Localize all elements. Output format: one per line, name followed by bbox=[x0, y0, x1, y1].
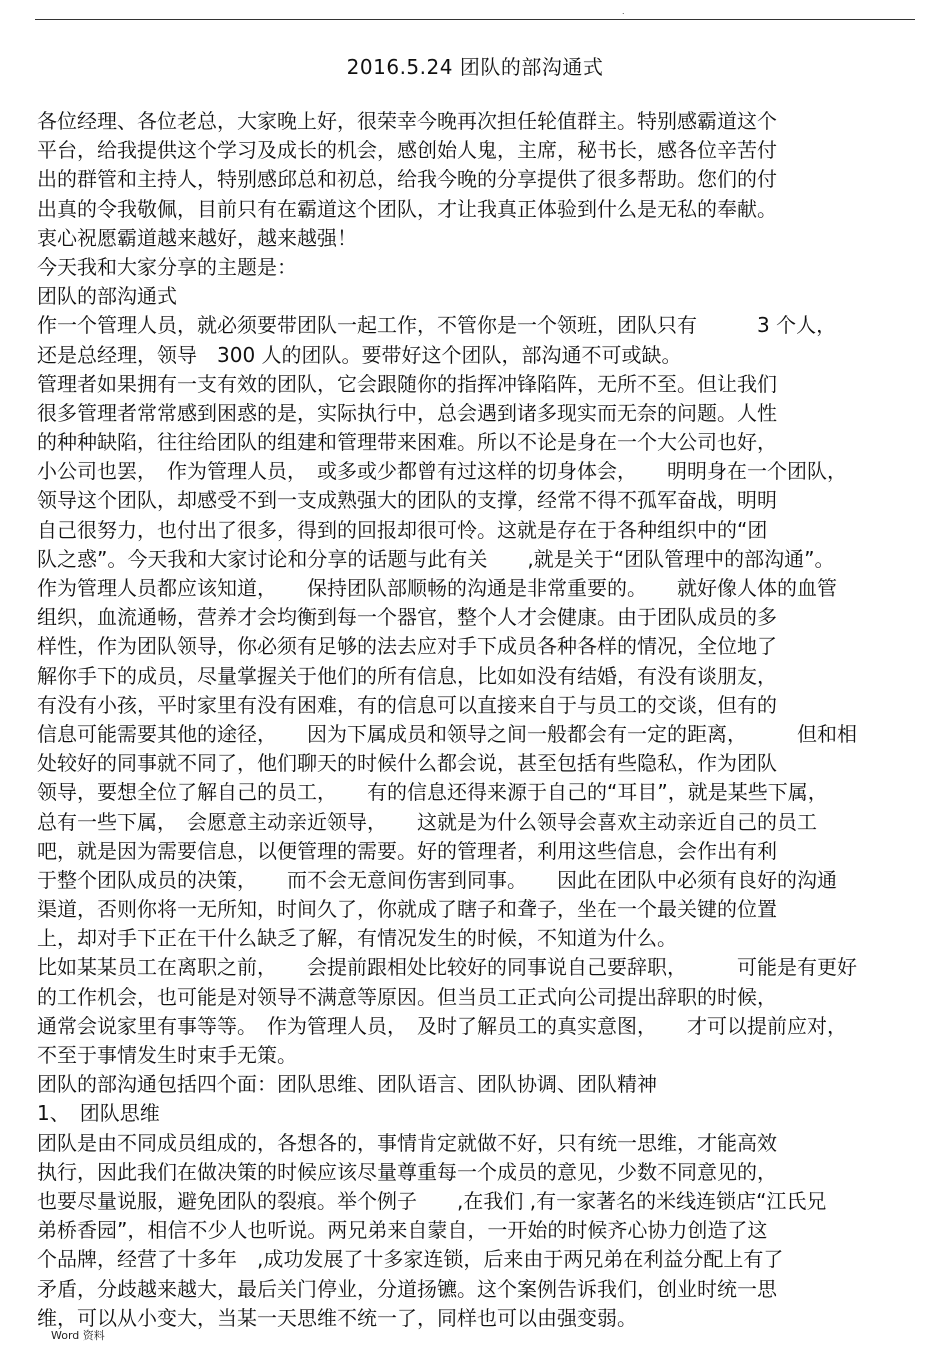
header-dot: . bbox=[622, 6, 625, 16]
body-line: 领导，要想全位了解自己的员工， 有的信息还得来源于自己的“耳目”，就是某些下属， bbox=[37, 780, 828, 805]
body-line: 的种种缺陷，往往给团队的组建和管理带来困难。所以不论是身在一个大公司也好， bbox=[37, 430, 777, 455]
header-rule bbox=[35, 19, 915, 20]
body-line: 执行，因此我们在做决策的时候应该尽量尊重每一个成员的意见，少数不同意见的， bbox=[37, 1159, 777, 1184]
body-line: 作一个管理人员，就必须要带团队一起工作，不管你是一个领班，团队只有 3 个人， bbox=[37, 313, 837, 338]
body-line: 不至于事情发生时束手无策。 bbox=[37, 1043, 297, 1067]
body-line: 组织，血流通畅，营养才会均衡到每一个器官，整个人才会健康。由于团队成员的多 bbox=[37, 605, 777, 630]
body-line: 管理者如果拥有一支有效的团队，它会跟随你的指挥冲锋陷阵，无所不至。但让我们 bbox=[37, 371, 777, 396]
body-line: 也要尽量说服，避免团队的裂痕。举个例子 ,在我们 ,有一家著名的米线连锁店“江氏兄 bbox=[37, 1188, 827, 1213]
section-heading: 1、 团队思维 bbox=[37, 1101, 160, 1126]
body-line: 出的群管和主持人，特别感邱总和初总，给我今晚的分享提供了很多帮助。您们的付 bbox=[37, 167, 777, 192]
document-body bbox=[37, 107, 915, 1333]
body-line: 队之惑”。今天我和大家讨论和分享的话题与此有关 ,就是关于“团队管理中的部沟通”。 bbox=[37, 546, 835, 571]
body-line: 解你手下的成员，尽量掌握关于他们的所有信息，比如如没有结婚，有没有谈朋友， bbox=[37, 663, 777, 688]
body-line: 有没有小孩，平时家里有没有困难，有的信息可以直接来自于与员工的交谈，但有的 bbox=[37, 692, 777, 717]
body-line: 今天我和大家分享的主题是： bbox=[37, 254, 297, 279]
body-line: 自己很努力，也付出了很多，得到的回报却很可怜。这就是存在于各种组织中的“团 bbox=[37, 517, 768, 542]
body-line: 弟桥香园”，相信不少人也听说。两兄弟来自蒙自，一开始的时候齐心协力创造了这 bbox=[37, 1218, 768, 1243]
body-line: 上，却对手下正在干什么缺乏了解，有情况发生的时候，不知道为什么。 bbox=[37, 926, 677, 951]
body-line: 领导这个团队，却感受不到一支成熟强大的团队的支撑，经常不得不孤军奋战，明明 bbox=[37, 488, 777, 513]
body-line: 处较好的同事就不同了，他们聊天的时候什么都会说，甚至包括有些隐私，作为团队 bbox=[37, 751, 777, 776]
body-line: 平台，给我提供这个学习及成长的机会，感创始人鬼，主席，秘书长，感各位辛苦付 bbox=[37, 138, 777, 163]
body-line: 团队是由不同成员组成的，各想各的，事情肯定就做不好，只有统一思维，才能高效 bbox=[37, 1130, 777, 1155]
body-line: 团队的部沟通包括四个面：团队思维、团队语言、团队协调、团队精神 bbox=[37, 1072, 657, 1097]
body-line: 出真的令我敬佩，目前只有在霸道这个团队，才让我真正体验到什么是无私的奉献。 bbox=[37, 196, 777, 221]
body-line: 信息可能需要其他的途径， 因为下属成员和领导之间一般都会有一定的距离， 但和相 bbox=[37, 721, 857, 746]
body-line: 的工作机会，也可能是对领导不满意等原因。但当员工正式向公司提出辞职的时候， bbox=[37, 984, 777, 1009]
body-line: 吧，就是因为需要信息，以便管理的需要。好的管理者，利用这些信息，会作出有利 bbox=[37, 838, 777, 863]
body-line: 还是总经理，领导 300 人的团队。要带好这个团队，部沟通不可或缺。 bbox=[37, 342, 682, 367]
body-line: 维，可以从小变大，当某一天思维不统一了，同样也可以由强变弱。 bbox=[37, 1305, 637, 1330]
page-footer: Word 资料 bbox=[51, 1329, 105, 1342]
body-line: 于整个团队成员的决策， 而不会无意间伤害到同事。 因此在团队中必须有良好的沟通 bbox=[37, 867, 837, 892]
section-heading: 团队的部沟通式 bbox=[37, 284, 177, 309]
body-line: 小公司也罢， 作为管理人员， 或多或少都曾有过这样的切身体会， 明明身在一个团队， bbox=[37, 459, 847, 484]
body-line: 通常会说家里有事等等。 作为管理人员， 及时了解员工的真实意图， 才可以提前应对， bbox=[37, 1013, 847, 1038]
body-line: 样性，作为团队领导，你必须有足够的法去应对手下成员各种各样的情况，全位地了 bbox=[37, 634, 777, 659]
body-line: 作为管理人员都应该知道， 保持团队部顺畅的沟通是非常重要的。 就好像人体的血管 bbox=[37, 576, 837, 600]
body-line: 矛盾，分歧越来越大，最后关门停业，分道扬镳。这个案例告诉我们，创业时统一思 bbox=[37, 1276, 777, 1301]
body-line: 总有一些下属， 会愿意主动亲近领导， 这就是为什么领导会喜欢主动亲近自己的员工 bbox=[37, 809, 817, 834]
document-title: 2016.5.24 团队的部沟通式 bbox=[346, 55, 604, 79]
body-line: 衷心祝愿霸道越来越好，越来越强！ bbox=[37, 225, 357, 250]
body-line: 很多管理者常常感到困惑的是，实际执行中，总会遇到诸多现实而无奈的问题。人性 bbox=[37, 400, 777, 425]
body-line: 比如某某员工在离职之前， 会提前跟相处比较好的同事说自己要辞职， 可能是有更好 bbox=[37, 955, 857, 980]
body-line: 各位经理、各位老总，大家晚上好，很荣幸今晚再次担任轮值群主。特别感霸道这个 bbox=[37, 109, 777, 133]
body-line: 个品牌，经营了十多年 ,成功发展了十多家连锁，后来由于两兄弟在利益分配上有了 bbox=[37, 1247, 784, 1272]
body-line: 渠道，否则你将一无所知，时间久了，你就成了瞎子和聋子，坐在一个最关键的位置 bbox=[37, 897, 777, 922]
